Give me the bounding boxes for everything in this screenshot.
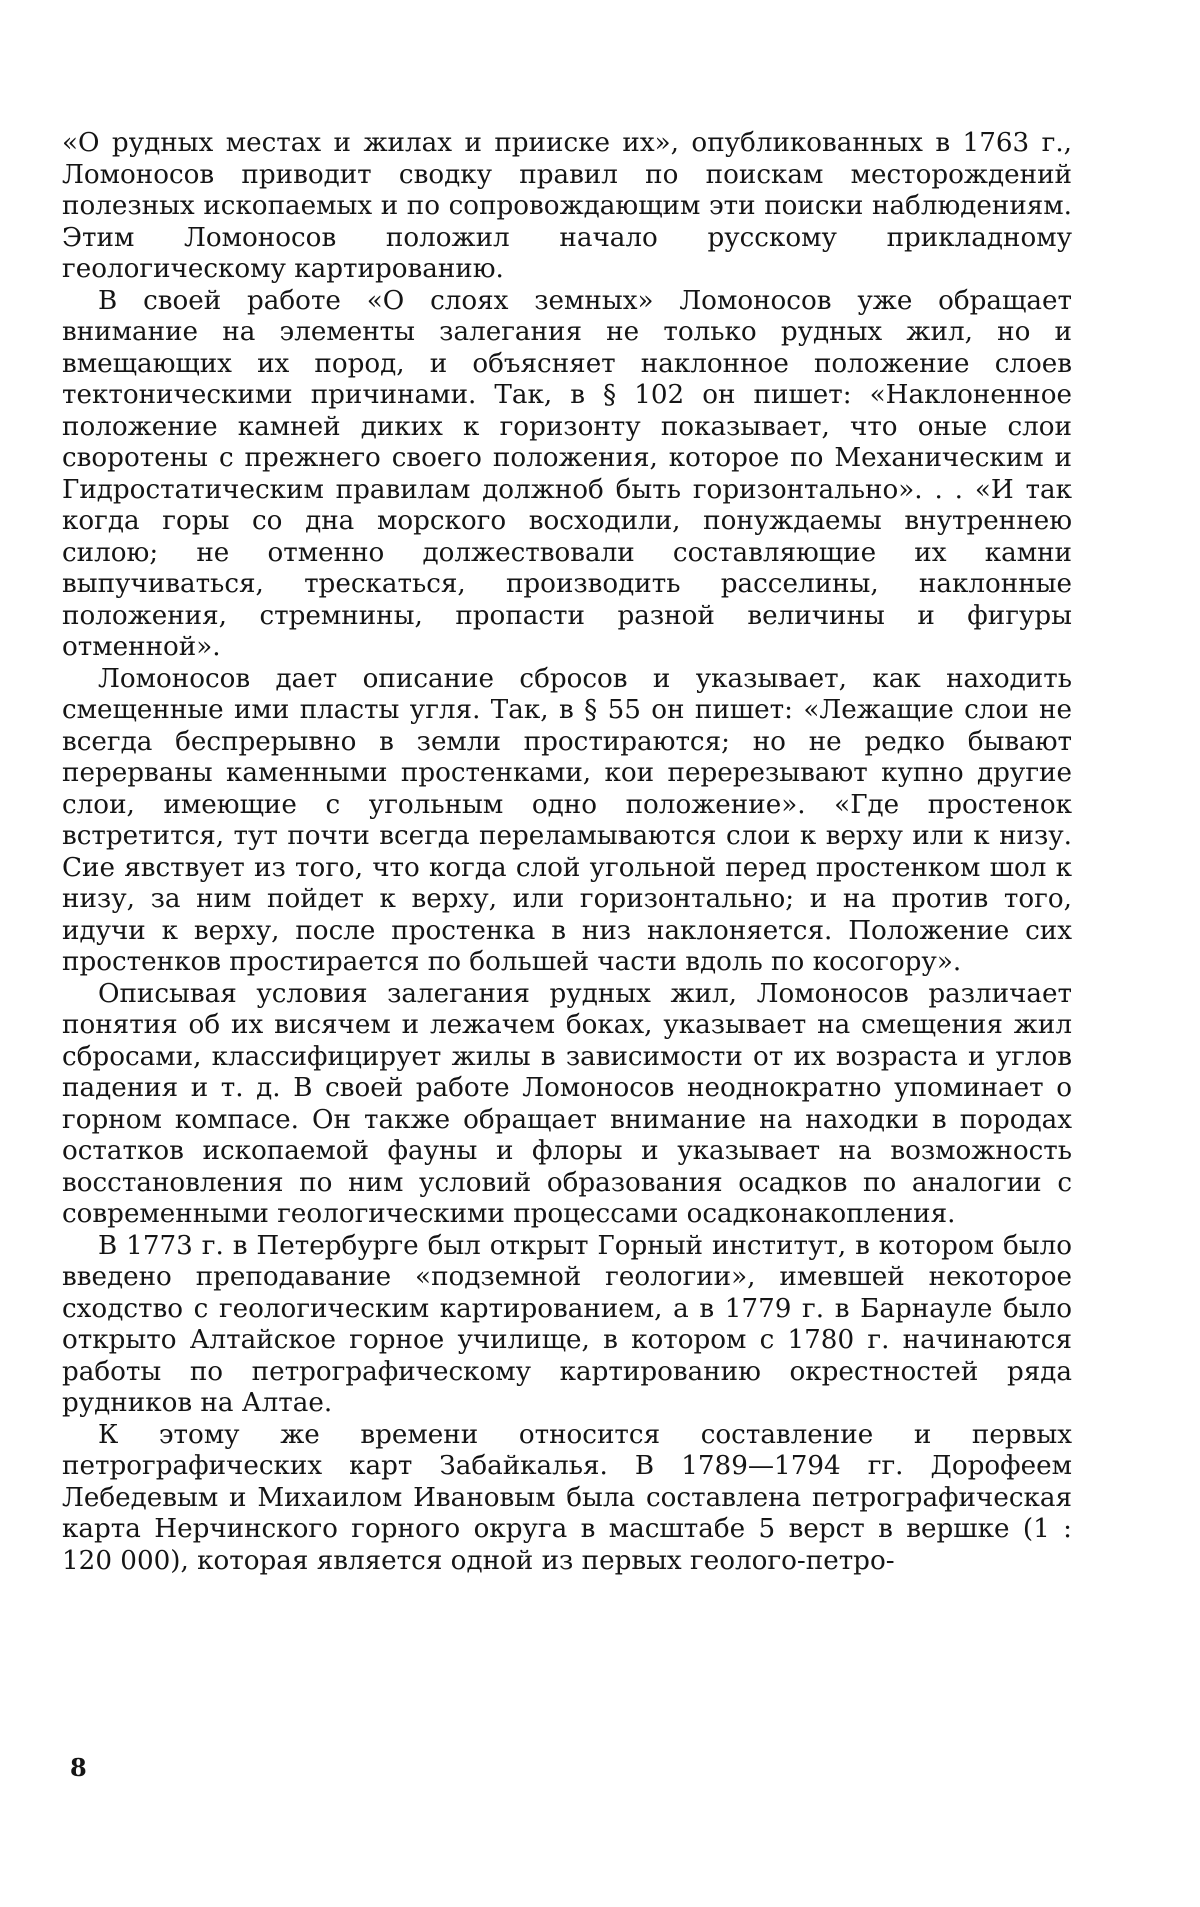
paragraph-2: В своей работе «О слоях земных» Ломоносов уже обращает внимание на элементы залегания не только рудных жил, но и вмещающих их пород, и объясняет наклонное положение слоев тектоническими причинами. Так, в § 102 он пишет: «Наклоненное положение камней диких к горизонту показывает, что оные слои своротены с прежнего своего положения, которое по Механическим и Гидростатическим правилам должнoб быть горизонтально». . . «И так когда горы со дна морского восходили, понуждаемы внутреннею силою; не отменно должествовали составляющие их камни выпучиваться, трескаться, производить расселины, наклонные положения, стремнины, пропасти разной величины и фигуры отменной». (62, 285, 1072, 662)
paragraph-5: В 1773 г. в Петербурге был открыт Горный институт, в котором было введено преподавание «подземной геологии», имевшей некоторое сходство с геологическим картированием, а в 1779 г. в Барнауле было открыто Алтайское горное училище, в котором с 1780 г. начинаются работы по петрографическому картированию окрестностей ряда рудников на Алтае. (62, 1230, 1072, 1418)
page-body (62, 128, 1072, 1577)
paragraph-6: К этому же времени относится составление и первых петрографических карт Забайкалья. В 1789—1794 гг. Дорофеем Лебедевым и Михаилом Ивановым была составлена петрографическая карта Нерчинского горного округа в масштабе 5 верст в вершке (1 : 120 000), которая является одной из первых геолого-петро- (62, 1419, 1072, 1576)
paragraph-3: Ломоносов дает описание сбросов и указывает, как находить смещенные ими пласты угля. Так, в § 55 он пишет: «Лежащие слои не всегда беспрерывно в земли простираются; но не редко бывают перерваны каменными простенками, кои перерезывают купно другие слои, имеющие с угольным одно положение». «Где простенок встретится, тут почти всегда переламываются слои к верху или к низу. Сие явствует из того, что когда слой угольной перед простенком шол к низу, за ним пойдет к верху, или горизонтально; и на против того, идучи к верху, после простенка в низ наклоняется. Положение сих простенков простирается по большей части вдоль по косогору». (62, 663, 1072, 977)
page-number: 8 (70, 1753, 87, 1782)
paragraph-4: Описывая условия залегания рудных жил, Ломоносов различает понятия об их висячем и лежачем боках, указывает на смещения жил сбросами, классифицирует жилы в зависимости от их возраста и углов падения и т. д. В своей работе Ломоносов неоднократно упоминает о горном компасе. Он также обращает внимание на находки в породах остатков ископаемой фауны и флоры и указывает на возможность восстановления по ним условий образования осадков по аналогии с современными геологическими процессами осадконакопления. (62, 978, 1072, 1229)
paragraph-1: «О рудных местах и жилах и приискe их», опубликованных в 1763 г., Ломоносов приводит сводку правил по поискам месторождений полезных ископаемых и по сопровождающим эти поиски наблюдениям. Этим Ломоносов положил начало русскому прикладному геологическому картированию. (62, 128, 1072, 284)
